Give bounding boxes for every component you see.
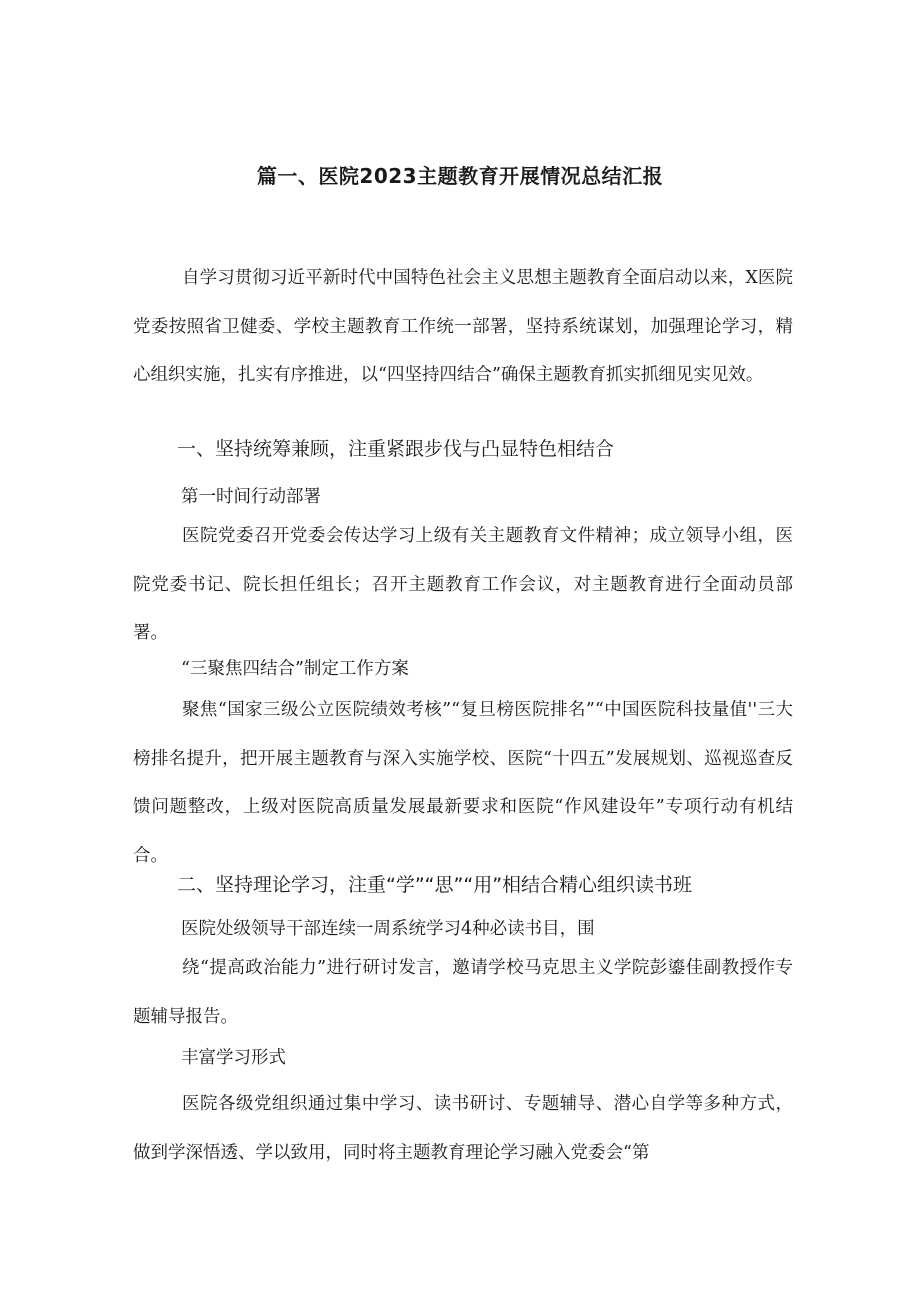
section-2-paragraph-2: 医院各级党组织通过集中学习、读书研讨、专题辅导、潜心自学等多种方式，做到学深悟透、学以致用，同时将主题教育理论学习融入党委会“第 [133, 1094, 793, 1163]
section-1-paragraph-2: 聚焦“国家三级公立医院绩效考核”“复旦榜医院排名”“中国医院科技量值''三大榜排名提升，把开展主题教育与深入实施学校、医院“十四五”发展规划、巡视巡查反馈问题整改，上级对医院高质量发展最新要求和医院“作风建设年”专项行动有机结合。 [133, 700, 793, 866]
intro-paragraph: 自学习贯彻习近平新时代中国特色社会主义思想主题教育全面启动以来，X医院党委按照省卫健委、学校主题教育工作统一部署，坚持系统谋划，加强理论学习，精心组织实施，扎实有序推进，以“四坚持四结合”确保主题教育抓实抓细见实见效。 [133, 268, 793, 385]
section-1-subheading-2: “三聚焦四结合”制定工作方案 [181, 659, 409, 679]
section-2-subheading-1: 丰富学习形式 [181, 1048, 286, 1068]
section-2-heading: 二、坚持理论学习，注重“学”“思”“用”相结合精心组织读书班 [177, 874, 693, 896]
section-2-line-1: 医院处级领导干部连续一周系统学习4种必读书目，围 [181, 919, 595, 939]
section-1-heading: 一、坚持统筹兼顾，注重紧跟步伐与凸显特色相结合 [177, 438, 615, 460]
section-2-paragraph-1: 绕“提高政治能力”进行研讨发言，邀请学校马克思主义学院彭鎏佳副教授作专题辅导报告。 [133, 958, 793, 1027]
document-title: 篇一、医院2023主题教育开展情况总结汇报 [256, 164, 664, 188]
section-1-subheading-1: 第一时间行动部署 [181, 487, 321, 507]
section-1-paragraph-1: 医院党委召开党委会传达学习上级有关主题教育文件精神；成立领导小组，医院党委书记、院长担任组长；召开主题教育工作会议，对主题教育进行全面动员部署。 [133, 526, 793, 643]
